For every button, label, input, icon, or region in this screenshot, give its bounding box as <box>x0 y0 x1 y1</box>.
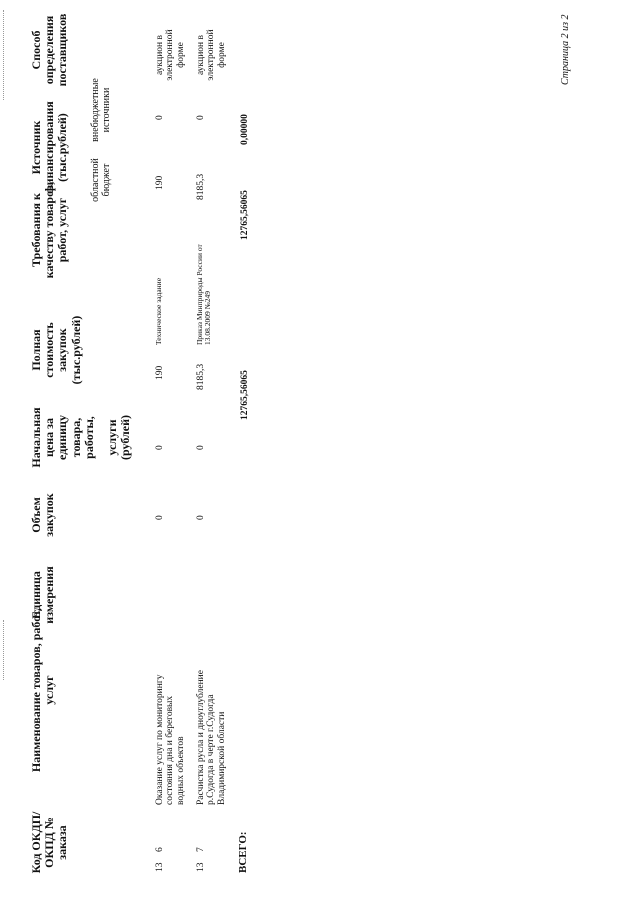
row1-name: Оказание услуг по мониторингу состояния дна и береговых водных объектов <box>155 674 186 805</box>
header-unit: Единица измерения <box>29 566 57 624</box>
header-name: Наименование товаров, работ, услуг <box>29 607 57 773</box>
header-method: Способ определения поставщиков <box>29 13 70 87</box>
header-unit-price <box>30 400 132 475</box>
row2-code-b: 7 <box>196 847 206 852</box>
row2-extra: 0 <box>196 115 206 120</box>
row1-method: аукцион в электронной форме <box>155 29 186 81</box>
row1-code-b: 6 <box>155 847 165 852</box>
header-total-cost: Полная стоимость закупок (тыс.рублей) <box>29 315 83 385</box>
totals-label: ВСЕГО: <box>237 831 249 873</box>
header-source: Источник финансирования (тыс.рублей) <box>29 101 70 194</box>
header-requirements: Требования к качеству товаров, работ, услуг <box>29 181 70 279</box>
header-source-extra: внебюджетные источники <box>90 78 112 142</box>
totals-extra: 0,00000 <box>240 114 250 145</box>
row2-regional: 8185,3 <box>196 173 206 200</box>
row2-requirements: Приказ Минприроды России от 13.08.2009 №249 <box>195 244 213 345</box>
header-source-regional: областной бюджет <box>90 158 112 202</box>
row2-method: аукцион в электронной форме <box>196 29 227 81</box>
totals-regional: 12765,56065 <box>240 190 250 240</box>
header-unit-price-line2: услуги (рублей) <box>104 414 133 461</box>
row2-total-cost: 8185,3 <box>196 363 206 390</box>
row1-total-cost: 190 <box>155 365 165 380</box>
header-code: Код ОКДП/ ОКПД № заказа <box>29 811 70 874</box>
row2-code-a: 13 <box>196 862 206 872</box>
row2-volume: 0 <box>196 515 206 520</box>
page-number-label: Страница 2 из 2 <box>560 14 571 85</box>
row1-requirements: Техническое задание <box>154 277 163 345</box>
row2-name: Расчистка русла и дноуглубление р.Судогда в черте г.Судогда Владимирской области <box>196 670 227 805</box>
row1-volume: 0 <box>155 515 165 520</box>
header-unit-price-line1: Начальная цена за единицу товара, работы, <box>29 407 96 468</box>
row1-unit-price: 0 <box>155 445 165 450</box>
row1-code-a: 13 <box>155 862 165 872</box>
row1-extra: 0 <box>155 115 165 120</box>
totals-total-cost: 12765,56065 <box>240 370 250 420</box>
scan-edge-mark <box>3 10 4 100</box>
header-volume: Объем закупок <box>29 493 57 537</box>
scan-edge-mark <box>3 620 4 680</box>
row1-regional: 190 <box>155 175 165 190</box>
row2-unit-price: 0 <box>196 445 206 450</box>
